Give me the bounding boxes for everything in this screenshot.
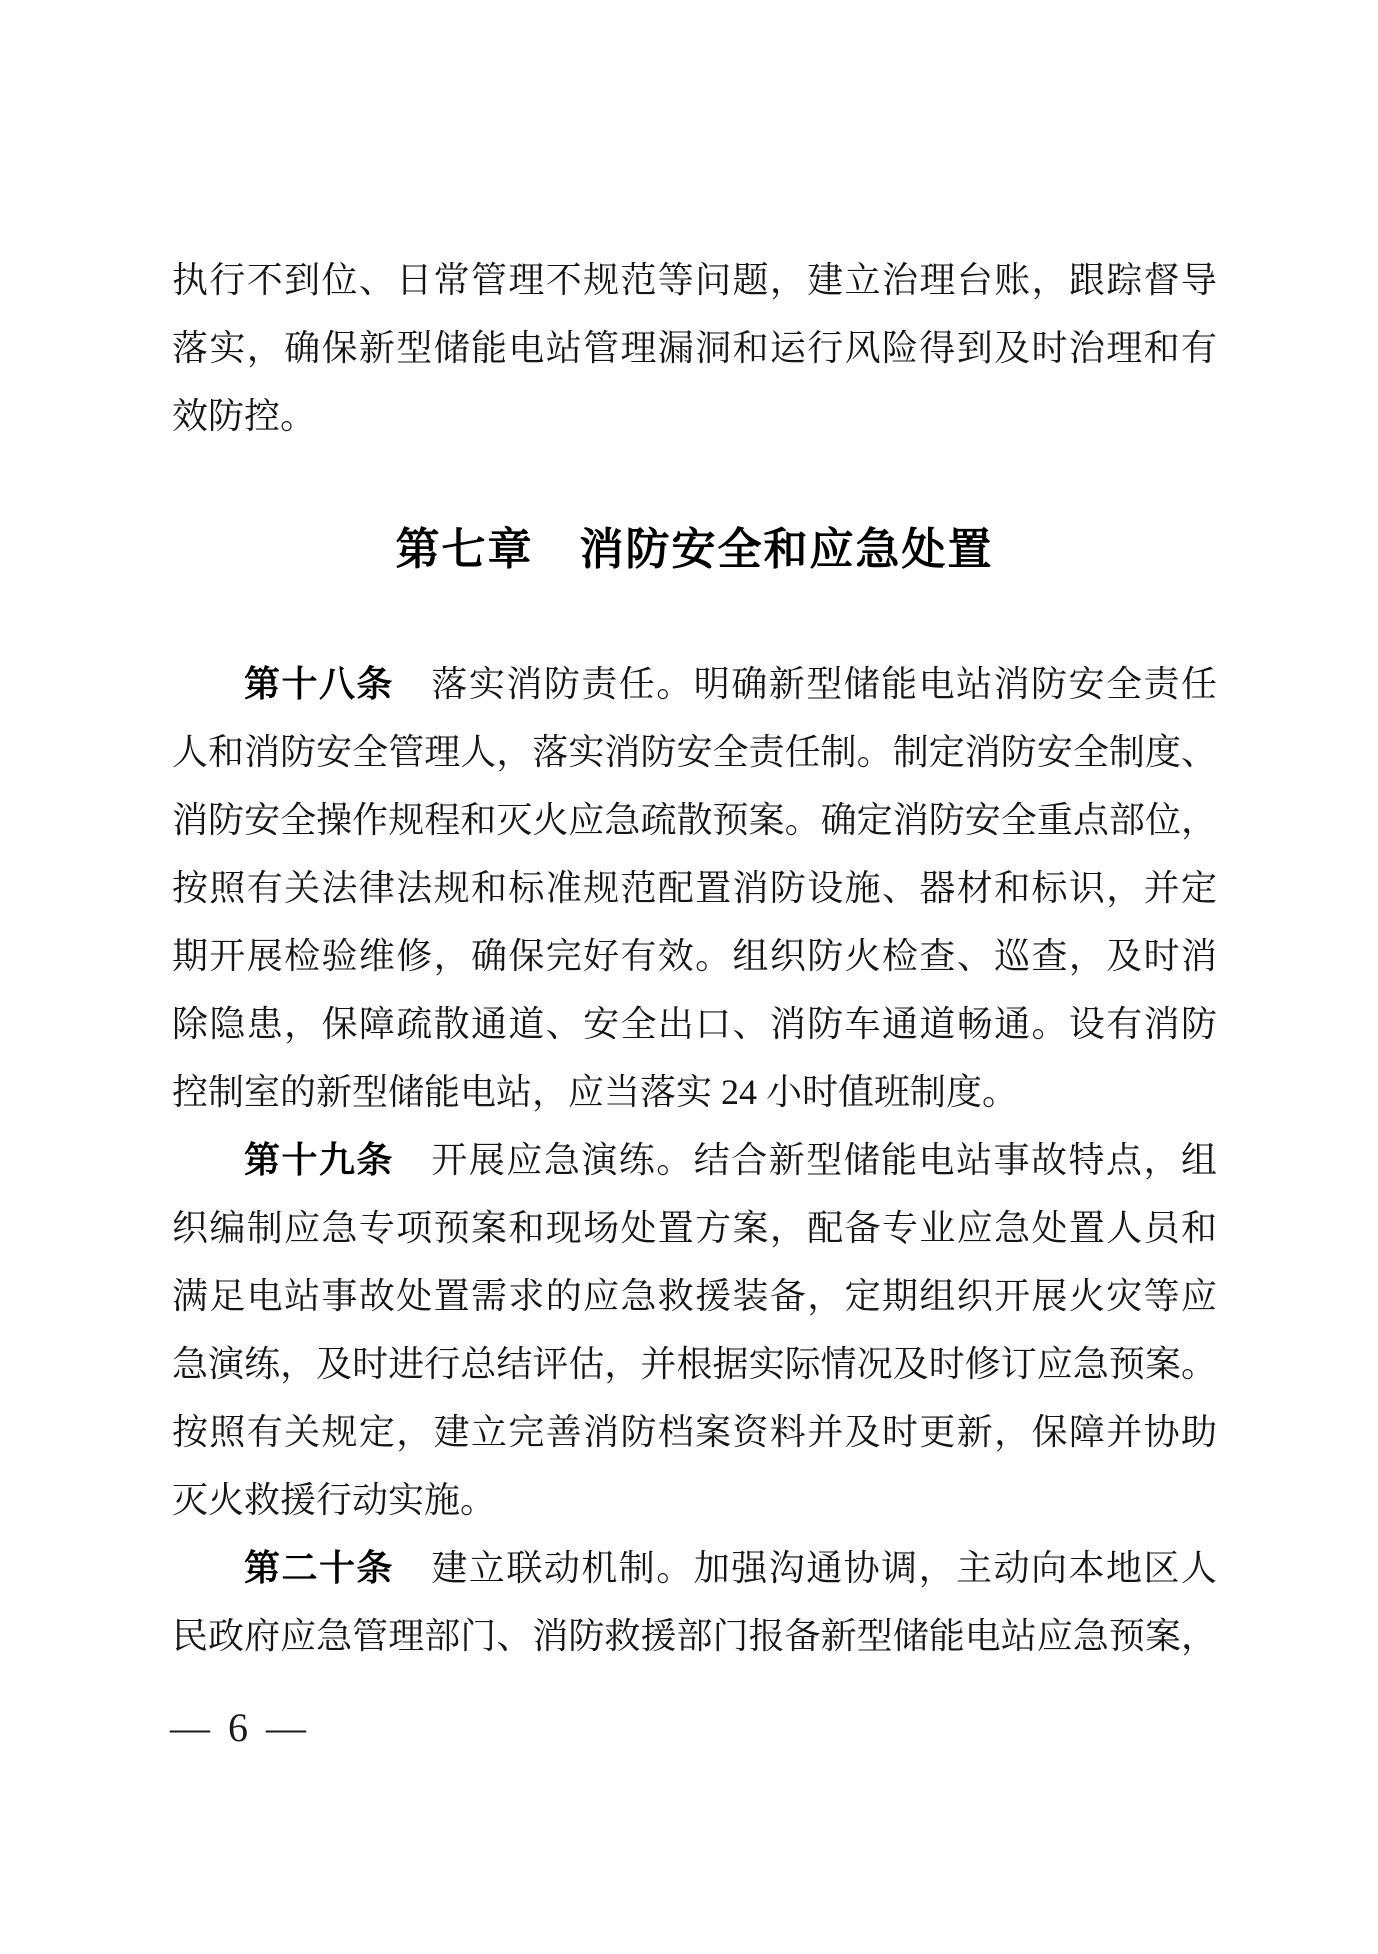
- text-line: 急演练，及时进行总结评估，并根据实际情况及时修订应急预案。: [172, 1344, 1217, 1384]
- text-line: 落实，确保新型储能电站管理漏洞和运行风险得到及时治理和有: [172, 328, 1217, 368]
- text-line: 除隐患，保障疏散通道、安全出口、消防车通道畅通。设有消防: [172, 1004, 1217, 1044]
- text-line: 人和消防安全管理人，落实消防安全责任制。制定消防安全制度、: [172, 732, 1217, 772]
- page-number: — 6 —: [170, 1705, 310, 1750]
- document-content: [172, 246, 1217, 1670]
- article-number: 第二十条: [244, 1547, 394, 1588]
- text-line: 控制室的新型储能电站，应当落实 24 小时值班制度。: [172, 1072, 1019, 1112]
- text-line: 第二十条 建立联动机制。加强沟通协调，主动向本地区人: [244, 1547, 1217, 1588]
- text-line: 第十八条 落实消防责任。明确新型储能电站消防安全责任: [244, 663, 1217, 704]
- text-line: 灭火救援行动实施。: [172, 1480, 497, 1520]
- text-line: 消防安全操作规程和灭火应急疏散预案。确定消防安全重点部位，: [172, 800, 1217, 840]
- text-line: 执行不到位、日常管理不规范等问题，建立治理台账，跟踪督导: [172, 260, 1217, 300]
- chapter-heading: 第七章 消防安全和应急处置: [395, 525, 994, 574]
- text-line: 效防控。: [172, 396, 317, 436]
- article-number: 第十八条: [244, 663, 394, 704]
- text-line: 第十九条 开展应急演练。结合新型储能电站事故特点，组: [244, 1139, 1217, 1180]
- text-line: 按照有关规定，建立完善消防档案资料并及时更新，保障并协助: [172, 1412, 1217, 1452]
- text-line: 民政府应急管理部门、消防救援部门报备新型储能电站应急预案，: [172, 1616, 1217, 1656]
- text-line: 按照有关法律法规和标准规范配置消防设施、器材和标识，并定: [172, 868, 1217, 908]
- text-line: 织编制应急专项预案和现场处置方案，配备专业应急处置人员和: [172, 1208, 1217, 1248]
- article-number: 第十九条: [244, 1139, 394, 1180]
- text-line: 满足电站事故处置需求的应急救援装备，定期组织开展火灾等应: [172, 1276, 1217, 1316]
- text-line: 期开展检验维修，确保完好有效。组织防火检查、巡查，及时消: [172, 936, 1217, 976]
